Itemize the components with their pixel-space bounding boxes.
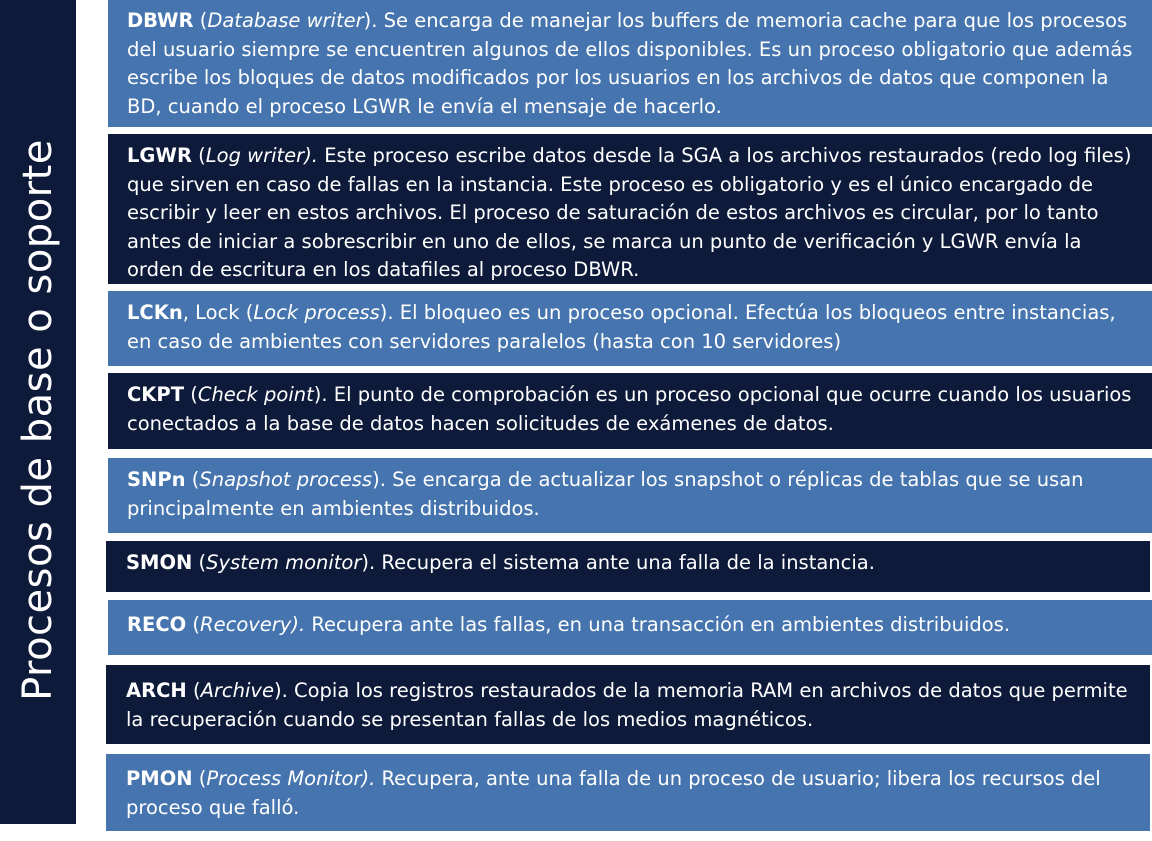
process-description: Recupera, ante una falla de un proceso de usuario; libera los recursos del proceso que falló.	[126, 767, 1101, 819]
process-sep: (	[192, 767, 207, 790]
process-box-lgwr	[108, 134, 1152, 284]
process-sep: , Lock (	[182, 301, 254, 324]
process-description: ). Copia los registros restaurados de la memoria RAM en archivos de datos que permite la recuperación cuando se presentan fallas de los medios magnéticos.	[126, 679, 1128, 731]
process-box-smon	[106, 541, 1150, 592]
process-full-name: Check point	[197, 383, 314, 406]
process-description: Este proceso escribe datos desde la SGA a los archivos restaurados (redo log files) que sirven en caso de fallas en la instancia. Este proceso es obligatorio y es el único encargado de escribir y leer en estos archivos. El proceso de saturación de estos archivos es circular, por lo tanto antes de iniciar a sobrescribir en uno de ellos, se marca un punto de verificación y LGWR envía la orden de escritura en los datafiles al proceso DBWR.	[127, 144, 1132, 281]
process-box-dbwr	[108, 0, 1152, 127]
process-name: ARCH	[126, 679, 187, 702]
process-full-name: Archive	[200, 679, 274, 702]
process-sep: (	[186, 613, 201, 636]
process-full-name: Log writer).	[205, 144, 319, 167]
process-sep: (	[185, 468, 200, 491]
process-name: PMON	[126, 767, 193, 790]
process-box-arch	[106, 665, 1150, 744]
process-name: SNPn	[127, 468, 186, 491]
process-description: Recupera ante las fallas, en una transacción en ambientes distribuidos.	[305, 613, 1011, 636]
process-box-snpn	[108, 458, 1152, 533]
process-name: LCKn	[127, 301, 183, 324]
process-full-name: Process Monitor).	[206, 767, 376, 790]
process-full-name: Snapshot process	[199, 468, 373, 491]
process-box-ckpt	[108, 373, 1152, 449]
process-name: SMON	[126, 551, 193, 574]
process-box-pmon	[106, 754, 1150, 831]
process-name: DBWR	[127, 9, 194, 32]
process-name: LGWR	[127, 144, 192, 167]
process-name: CKPT	[127, 383, 185, 406]
side-title: Procesos de base o soporte	[15, 139, 61, 701]
process-box-reco	[108, 600, 1152, 655]
process-description: ). Se encarga de actualizar los snapshot o réplicas de tablas que se usan principalmente en ambientes distribuidos.	[127, 468, 1084, 520]
side-bar	[0, 0, 76, 824]
process-full-name: System monitor	[206, 551, 362, 574]
process-full-name: Lock process	[253, 301, 380, 324]
process-sep: (	[191, 144, 206, 167]
process-full-name: Recovery).	[200, 613, 306, 636]
process-sep: (	[184, 383, 198, 406]
process-full-name: Database writer	[207, 9, 364, 32]
process-description: ). El punto de comprobación es un proceso opcional que ocurre cuando los usuarios conectados a la base de datos hacen solicitudes de exámenes de datos.	[127, 383, 1132, 435]
process-sep: (	[192, 551, 207, 574]
process-box-lckn	[108, 291, 1152, 366]
process-sep: (	[193, 9, 208, 32]
process-description: ). Se encarga de manejar los buffers de memoria cache para que los procesos del usuario siempre se encuentren algunos de ellos disponibles. Es un proceso obligatorio que además escribe los bloques de datos modificados por los usuarios en los archivos de datos que componen la BD, cuando el proceso LGWR le envía el mensaje de hacerlo.	[127, 9, 1133, 118]
process-sep: (	[186, 679, 201, 702]
process-description: ). El bloqueo es un proceso opcional. Efectúa los bloqueos entre instancias, en caso de ambientes con servidores paralelos (hasta con 10 servidores)	[127, 301, 1116, 353]
process-description: ). Recupera el sistema ante una falla de la instancia.	[361, 551, 875, 574]
process-name: RECO	[127, 613, 187, 636]
